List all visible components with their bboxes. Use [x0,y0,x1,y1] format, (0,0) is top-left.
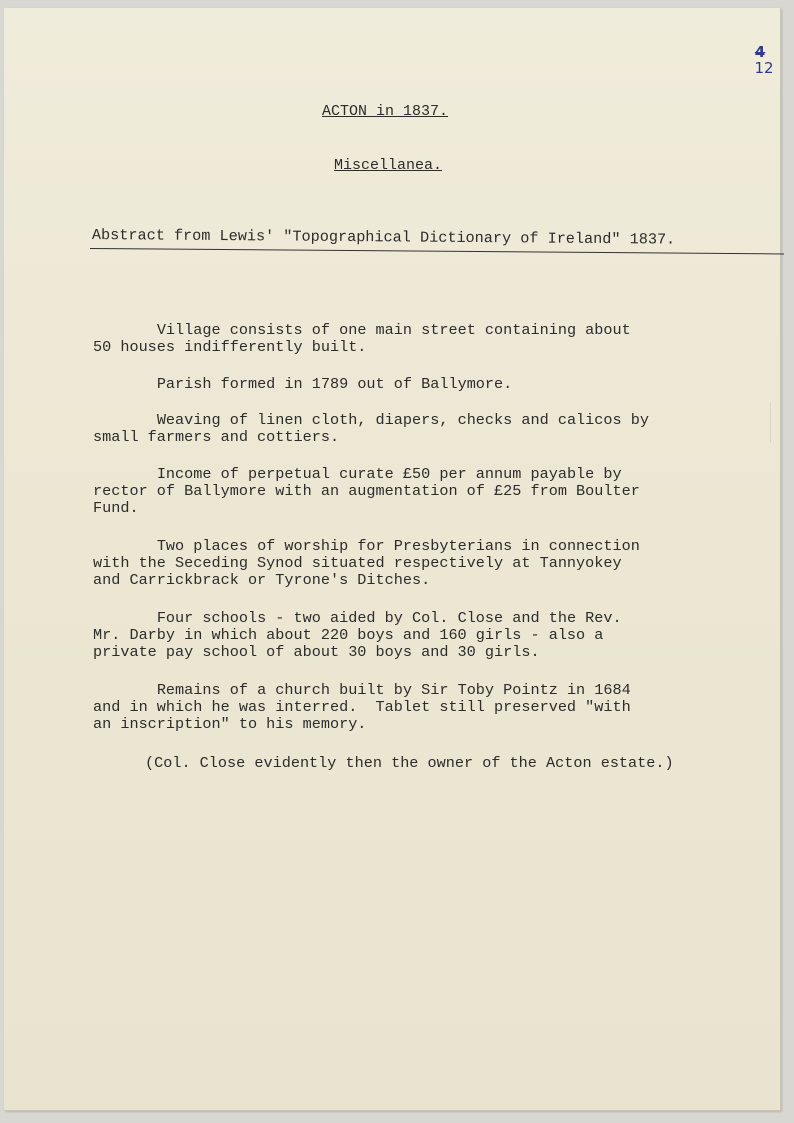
paragraph-village: Village consists of one main street containing about 50 houses indifferently built. [93,321,631,356]
paragraph-church: Remains of a church built by Sir Toby Pointz in 1684 and in which he was interred. Tablet still preserved "with an inscription" to his memory. [93,681,631,733]
page-subtitle: Miscellanea. [334,157,443,174]
paragraph-parish: Parish formed in 1789 out of Ballymore. [93,375,513,393]
source-underline [90,248,784,254]
document-page [4,8,781,1111]
page-title: ACTON in 1837. [322,103,449,120]
paragraph-schools: Four schools - two aided by Col. Close and the Rev. Mr. Darby in which about 220 boys and 160 girls - also a private pay school of about 30 boys and 30 girls. [93,609,622,661]
closing-note: (Col. Close evidently then the owner of the Acton estate.) [145,754,674,772]
paragraph-worship: Two places of worship for Presbyterians in connection with the Seceding Synod situated respectively at Tannyokey and Carrickbrack or Tyrone's Ditches. [93,537,640,589]
struck-page-number: 4 [754,43,766,61]
source-heading: Abstract from Lewis' "Topographical Dictionary of Ireland" 1837. [91,226,676,249]
page-number [740,44,780,76]
current-page-number: 12 [754,59,774,77]
paragraph-weaving: Weaving of linen cloth, diapers, checks and calicos by small farmers and cottiers. [93,411,649,446]
paragraph-income: Income of perpetual curate £50 per annum payable by rector of Ballymore with an augmentation of £25 from Boulter Fund. [93,465,640,517]
